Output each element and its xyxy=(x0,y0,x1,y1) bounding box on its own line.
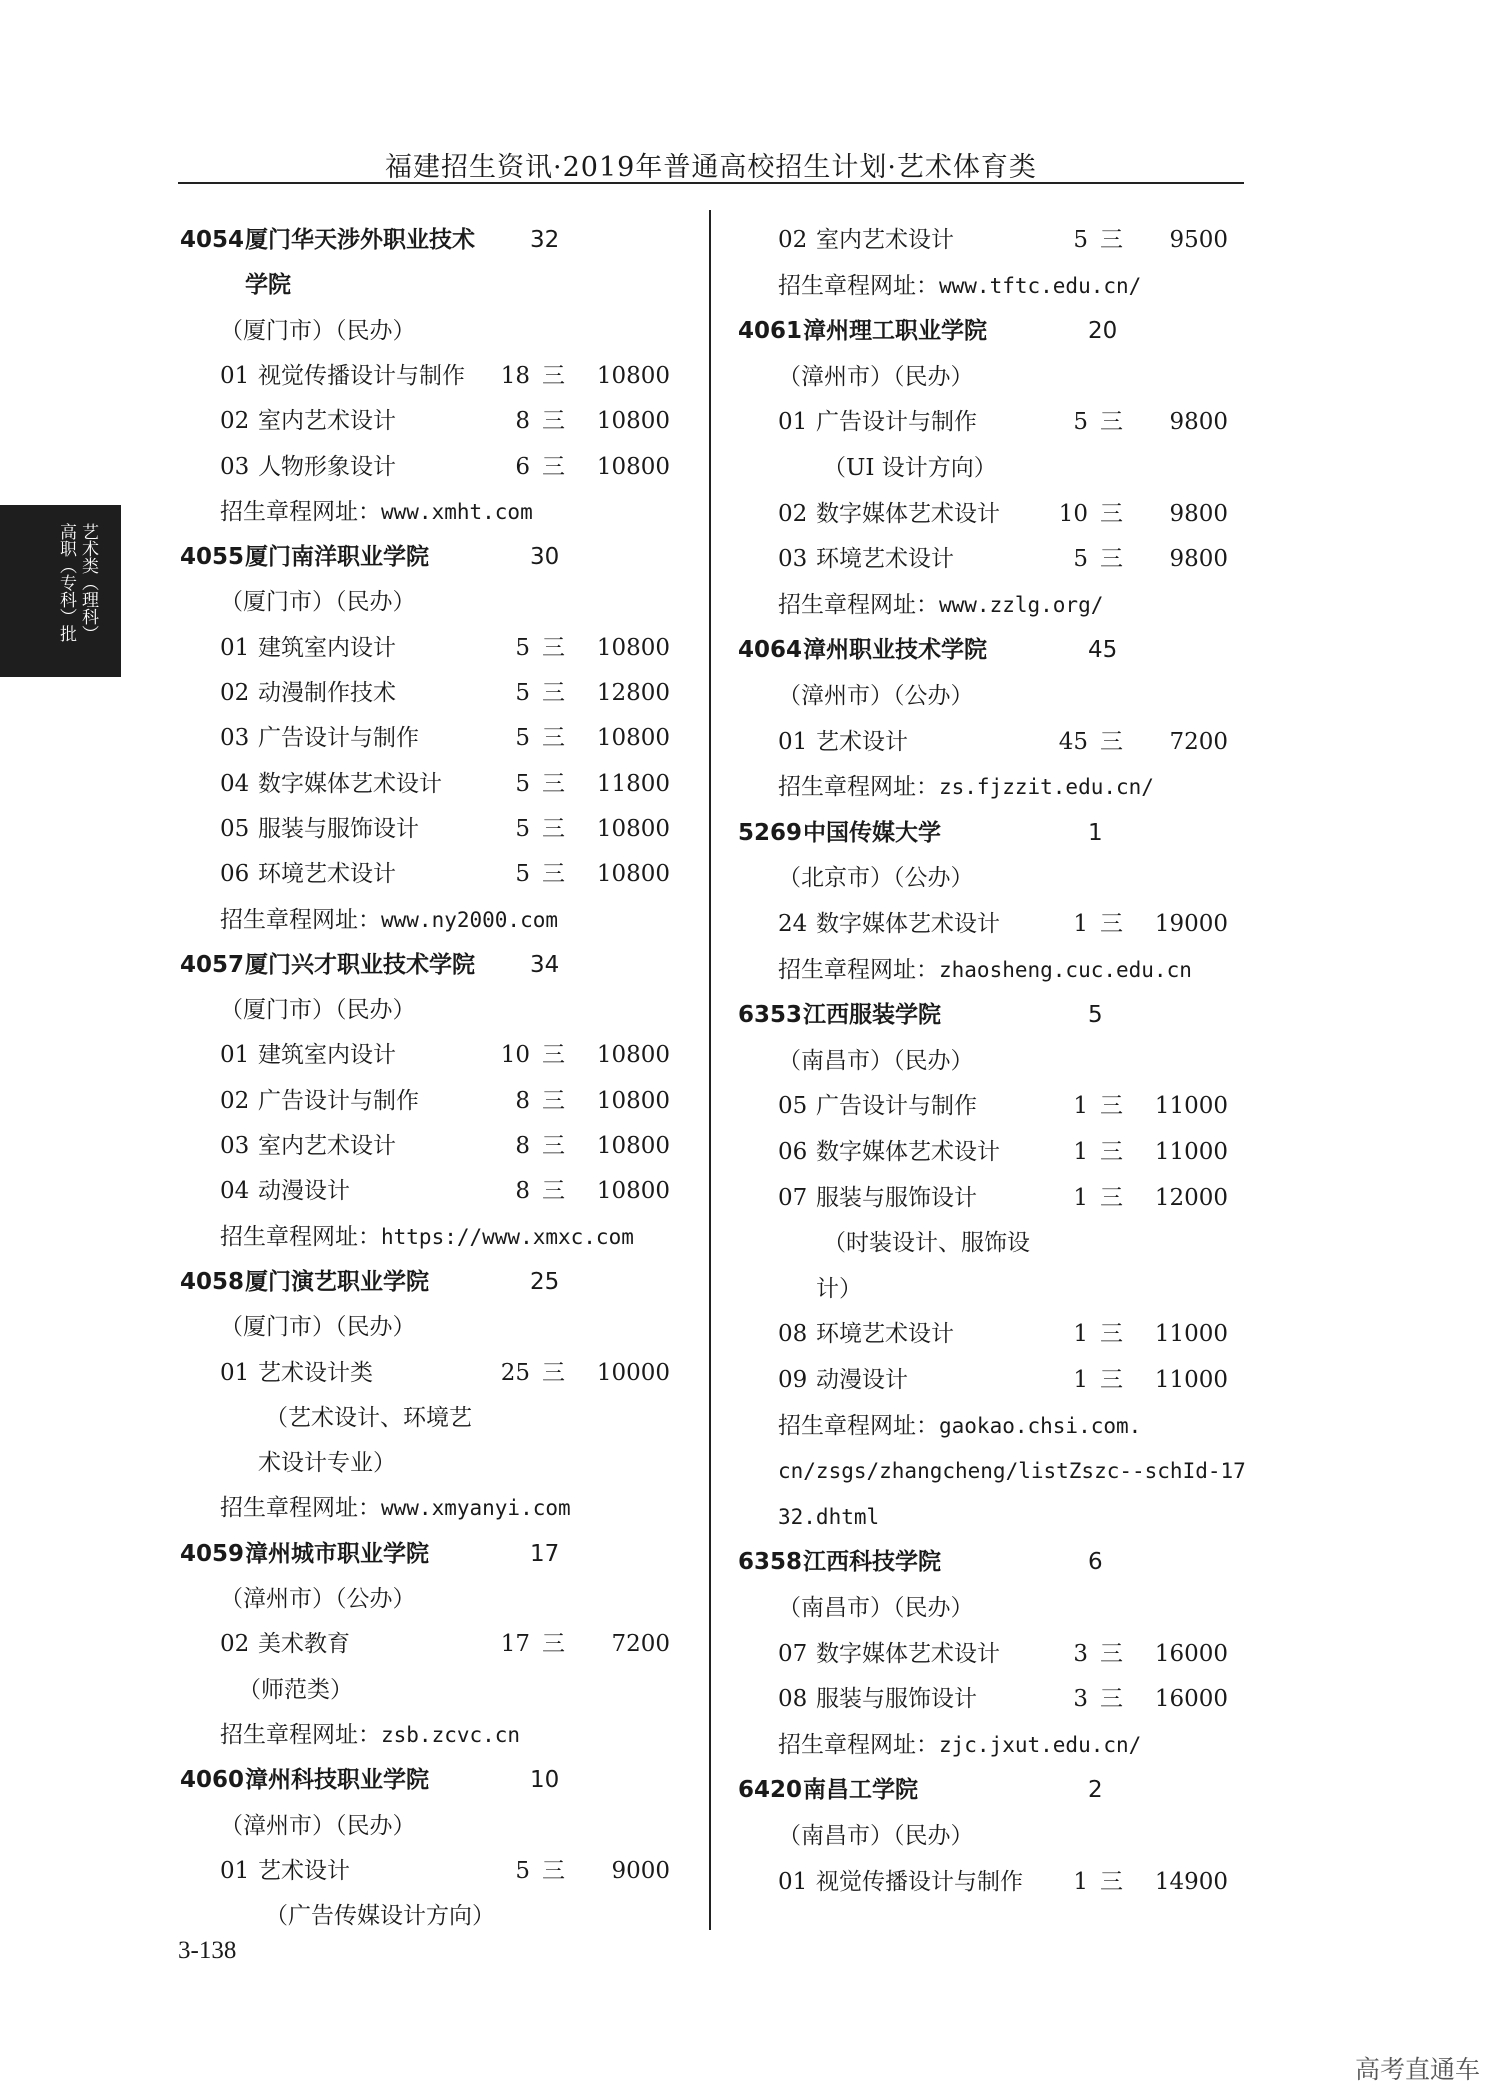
institution-code: 4058 xyxy=(180,1268,245,1295)
program-quota: 3 xyxy=(1073,1686,1088,1713)
institution-row xyxy=(180,537,670,577)
program-row xyxy=(738,1132,1228,1172)
program-code: 04 xyxy=(220,1178,250,1205)
admission-url: www.xmyanyi.com xyxy=(381,1496,571,1521)
institution-quota: 6 xyxy=(1088,1549,1103,1576)
program-fee: 10800 xyxy=(596,1133,670,1159)
institution-name: 漳州科技职业学院 xyxy=(245,1767,429,1794)
program-fee: 10800 xyxy=(596,453,670,480)
program-fee: 16000 xyxy=(1154,1686,1228,1713)
program-row xyxy=(180,1353,670,1393)
program-row xyxy=(180,1851,670,1891)
institution-location: （厦门市）（民办） xyxy=(220,589,416,616)
program-code: 03 xyxy=(778,546,808,573)
program-fee: 10800 xyxy=(596,408,670,435)
institution-row xyxy=(738,1770,1228,1810)
admission-url: zjc.jxut.edu.cn/ xyxy=(939,1732,1142,1757)
institution-quota: 2 xyxy=(1088,1777,1103,1804)
program-name: 艺术设计类 xyxy=(258,1359,373,1386)
institution-name-cont xyxy=(180,265,670,305)
institution-name: 漳州城市职业学院 xyxy=(245,1540,429,1567)
program-duration: 三 xyxy=(1100,1184,1123,1211)
program-quota: 5 xyxy=(515,634,530,661)
program-code: 02 xyxy=(778,227,808,253)
program-code: 01 xyxy=(220,634,250,661)
program-code: 06 xyxy=(778,1139,808,1165)
program-fee: 10800 xyxy=(596,815,670,842)
admission-url: https://www.xmxc.com xyxy=(381,1224,634,1249)
program-quota: 5 xyxy=(1073,409,1088,436)
institution-row xyxy=(738,813,1228,853)
program-duration: 三 xyxy=(1100,1093,1123,1120)
program-duration: 三 xyxy=(1100,1139,1123,1165)
program-row xyxy=(180,764,670,804)
institution-code: 4054 xyxy=(180,227,245,253)
admission-url-row xyxy=(220,900,710,940)
program-fee: 10000 xyxy=(596,1359,670,1386)
institution-row xyxy=(180,1262,670,1302)
program-quota: 17 xyxy=(500,1631,530,1658)
section-side-tab xyxy=(0,505,121,677)
admission-url-label: 招生章程网址： xyxy=(778,1412,939,1439)
program-fee: 11000 xyxy=(1154,1367,1228,1393)
program-duration: 三 xyxy=(542,1631,565,1658)
program-code: 06 xyxy=(220,861,250,888)
program-row xyxy=(180,718,670,758)
institution-name: 江西科技学院 xyxy=(803,1549,941,1576)
program-quota: 5 xyxy=(1073,546,1088,573)
institution-location: （漳州市）（民办） xyxy=(778,363,974,390)
program-name: 视觉传播设计与制作 xyxy=(816,1868,1023,1895)
program-row xyxy=(738,1679,1228,1719)
admission-url-row xyxy=(220,1217,710,1257)
institution-code: 4059 xyxy=(180,1540,245,1567)
institution-code: 4057 xyxy=(180,951,245,978)
program-code: 05 xyxy=(778,1093,808,1120)
institution-name: 江西服装学院 xyxy=(803,1002,941,1029)
admission-url-row xyxy=(778,585,1268,625)
program-code: 02 xyxy=(220,680,250,706)
institution-location: （北京市）（公办） xyxy=(778,865,974,892)
program-note-continued: 计） xyxy=(816,1275,862,1302)
program-row xyxy=(180,673,670,713)
institution-quota: 10 xyxy=(530,1767,560,1794)
program-quota: 8 xyxy=(515,408,530,435)
program-duration: 三 xyxy=(542,770,565,797)
program-duration: 三 xyxy=(1100,546,1123,573)
institution-code: 6353 xyxy=(738,1002,803,1029)
institution-row xyxy=(180,1760,670,1800)
program-code: 08 xyxy=(778,1686,808,1713)
program-code: 01 xyxy=(778,728,808,755)
institution-location: （南昌市）（民办） xyxy=(778,1047,974,1074)
admission-url: www.xmht.com xyxy=(381,499,533,524)
program-duration: 三 xyxy=(542,1087,565,1114)
program-code: 09 xyxy=(778,1367,808,1393)
program-duration: 三 xyxy=(542,1359,565,1386)
institution-location: （厦门市）（民办） xyxy=(220,997,416,1024)
program-name: 室内艺术设计 xyxy=(258,408,396,435)
admission-url-row xyxy=(220,1715,710,1755)
program-name: 艺术设计 xyxy=(258,1857,350,1884)
institution-code: 6358 xyxy=(738,1549,803,1576)
program-row xyxy=(738,1360,1228,1400)
admission-url-label: 招生章程网址： xyxy=(778,774,939,801)
program-duration: 三 xyxy=(1100,1367,1123,1393)
program-row xyxy=(738,722,1228,762)
institution-location: （南昌市）（民办） xyxy=(778,1595,974,1621)
program-row xyxy=(180,1171,670,1211)
admission-url-label: 招生章程网址： xyxy=(220,1721,381,1748)
program-code: 08 xyxy=(778,1321,808,1348)
institution-name: 中国传媒大学 xyxy=(803,819,941,846)
institution-location: （南昌市）（民办） xyxy=(778,1823,974,1849)
program-fee: 9800 xyxy=(1169,500,1228,527)
program-row xyxy=(180,1126,670,1166)
program-quota: 1 xyxy=(1073,1367,1088,1393)
admission-url-label: 招生章程网址： xyxy=(220,498,381,525)
admission-url-row xyxy=(220,492,710,532)
program-row xyxy=(738,1178,1228,1218)
program-code: 05 xyxy=(220,815,250,842)
program-duration: 三 xyxy=(1100,1640,1123,1667)
institution-row xyxy=(738,630,1228,670)
program-name: 动漫制作技术 xyxy=(258,680,396,706)
program-name: 环境艺术设计 xyxy=(258,861,396,888)
program-name: 室内艺术设计 xyxy=(816,227,954,253)
institution-location: （厦门市）（民办） xyxy=(220,1314,416,1341)
institution-code: 4055 xyxy=(180,544,245,571)
admission-url-label: 招生章程网址： xyxy=(778,1731,939,1758)
program-fee: 11000 xyxy=(1154,1321,1228,1348)
admission-url: www.ny2000.com xyxy=(381,907,559,932)
program-row xyxy=(180,356,670,396)
program-note: （广告传媒设计方向） xyxy=(265,1903,495,1930)
program-duration: 三 xyxy=(1100,1686,1123,1713)
admission-url-label: 招生章程网址： xyxy=(220,1223,381,1250)
institution-code: 4064 xyxy=(738,637,803,664)
program-name: 美术教育 xyxy=(258,1631,350,1658)
program-code: 03 xyxy=(220,1133,250,1159)
program-name: 数字媒体艺术设计 xyxy=(258,770,442,797)
admission-url: www.tftc.edu.cn/ xyxy=(939,273,1142,298)
institution-location: （漳州市）（民办） xyxy=(220,1812,416,1839)
program-quota: 8 xyxy=(515,1133,530,1159)
program-row xyxy=(738,539,1228,579)
program-duration: 三 xyxy=(542,725,565,752)
program-duration: 三 xyxy=(1100,409,1123,436)
program-name: 广告设计与制作 xyxy=(258,1087,419,1114)
page-header: 福建招生资讯·2019年普通高校招生计划·艺术体育类 xyxy=(385,152,1037,183)
institution-quota: 45 xyxy=(1088,637,1118,664)
program-code: 01 xyxy=(778,409,808,436)
program-row xyxy=(180,809,670,849)
program-row xyxy=(180,447,670,487)
program-row xyxy=(180,1081,670,1121)
program-quota: 5 xyxy=(515,770,530,797)
admission-url-cont: 32.dhtml xyxy=(778,1504,880,1529)
program-code: 03 xyxy=(220,725,250,752)
institution-row xyxy=(738,995,1228,1035)
program-name: 服装与服饰设计 xyxy=(258,815,419,842)
admission-url-label: 招生章程网址： xyxy=(220,906,381,933)
program-quota: 45 xyxy=(1058,728,1088,755)
program-fee: 12800 xyxy=(596,680,670,706)
program-quota: 3 xyxy=(1073,1640,1088,1667)
program-note: （时装设计、服饰设 xyxy=(823,1230,1030,1257)
program-code: 02 xyxy=(220,1631,250,1658)
program-name: 广告设计与制作 xyxy=(816,409,977,436)
admission-url-label: 招生章程网址： xyxy=(778,956,939,983)
institution-quota: 17 xyxy=(530,1540,560,1567)
program-name: 视觉传播设计与制作 xyxy=(258,362,465,389)
program-row xyxy=(738,1634,1228,1674)
program-name: 数字媒体艺术设计 xyxy=(816,911,1000,937)
program-code: 07 xyxy=(778,1184,808,1211)
program-fee: 10800 xyxy=(596,1087,670,1114)
program-row xyxy=(180,1624,670,1664)
admission-url-row xyxy=(778,1725,1268,1765)
program-fee: 14900 xyxy=(1154,1868,1228,1895)
institution-quota: 25 xyxy=(530,1268,560,1295)
institution-row xyxy=(180,945,670,985)
program-duration: 三 xyxy=(1100,728,1123,755)
program-name: 室内艺术设计 xyxy=(258,1133,396,1159)
program-name: 建筑室内设计 xyxy=(258,1042,396,1069)
program-quota: 6 xyxy=(515,453,530,480)
program-name: 广告设计与制作 xyxy=(816,1093,977,1120)
program-note-continued: 术设计专业） xyxy=(258,1450,396,1477)
program-quota: 18 xyxy=(500,362,530,389)
program-row xyxy=(738,1314,1228,1354)
side-tab-line-1: 艺术类（理科） xyxy=(78,523,98,642)
institution-code: 6420 xyxy=(738,1777,803,1804)
program-row xyxy=(738,402,1228,442)
program-name: 数字媒体艺术设计 xyxy=(816,1640,1000,1667)
program-fee: 16000 xyxy=(1154,1640,1228,1667)
program-quota: 1 xyxy=(1073,1321,1088,1348)
program-fee: 10800 xyxy=(596,861,670,888)
institution-row xyxy=(738,311,1228,351)
program-duration: 三 xyxy=(542,815,565,842)
admission-url-row xyxy=(220,1488,710,1528)
program-row xyxy=(738,904,1228,944)
program-name: 动漫设计 xyxy=(258,1178,350,1205)
institution-row xyxy=(180,1534,670,1574)
institution-name: 漳州理工职业学院 xyxy=(803,318,987,345)
program-fee: 9000 xyxy=(611,1857,670,1884)
program-code: 01 xyxy=(220,1042,250,1069)
program-quota: 5 xyxy=(1073,227,1088,253)
program-name: 数字媒体艺术设计 xyxy=(816,500,1000,527)
program-row xyxy=(738,220,1228,260)
program-duration: 三 xyxy=(542,453,565,480)
program-duration: 三 xyxy=(1100,1868,1123,1895)
institution-quota: 1 xyxy=(1088,819,1103,846)
program-duration: 三 xyxy=(542,634,565,661)
watermark: 高考直通车 xyxy=(1354,2055,1480,2084)
program-name: 建筑室内设计 xyxy=(258,634,396,661)
program-quota: 10 xyxy=(500,1042,530,1069)
program-quota: 5 xyxy=(515,680,530,706)
program-duration: 三 xyxy=(1100,500,1123,527)
program-duration: 三 xyxy=(542,1178,565,1205)
admission-url-label: 招生章程网址： xyxy=(220,1495,381,1522)
program-code: 02 xyxy=(778,500,808,527)
program-code: 01 xyxy=(220,1359,250,1386)
program-note: （UI 设计方向） xyxy=(823,455,997,481)
program-name: 环境艺术设计 xyxy=(816,546,954,573)
program-name: 环境艺术设计 xyxy=(816,1321,954,1348)
institution-quota: 30 xyxy=(530,544,560,571)
program-duration: 三 xyxy=(542,1133,565,1159)
program-fee: 7200 xyxy=(611,1631,670,1658)
program-code: 01 xyxy=(220,362,250,389)
institution-code: 4061 xyxy=(738,318,803,345)
program-row xyxy=(180,1035,670,1075)
program-quota: 1 xyxy=(1073,911,1088,937)
program-duration: 三 xyxy=(542,1042,565,1069)
admission-url: www.zzlg.org/ xyxy=(939,592,1104,617)
program-fee: 9500 xyxy=(1169,227,1228,253)
program-note: （艺术设计、环境艺 xyxy=(265,1404,472,1431)
admission-url-row xyxy=(778,266,1268,306)
program-quota: 8 xyxy=(515,1178,530,1205)
institution-quota: 5 xyxy=(1088,1002,1103,1029)
program-fee: 19000 xyxy=(1154,911,1228,937)
institution-row xyxy=(738,1542,1228,1582)
admission-url-label: 招生章程网址： xyxy=(778,272,939,299)
program-name: 人物形象设计 xyxy=(258,453,396,480)
admission-url-row xyxy=(778,950,1268,990)
program-fee: 7200 xyxy=(1169,728,1228,755)
program-row xyxy=(738,1086,1228,1126)
program-code: 07 xyxy=(778,1640,808,1667)
program-fee: 9800 xyxy=(1169,409,1228,436)
institution-location: （漳州市）（公办） xyxy=(220,1586,416,1612)
admission-url: zs.fjzzit.edu.cn/ xyxy=(939,775,1154,800)
program-duration: 三 xyxy=(1100,1321,1123,1348)
program-row xyxy=(738,494,1228,534)
program-duration: 三 xyxy=(542,1857,565,1884)
admission-url-cont: cn/zsgs/zhangcheng/listZszc--schId-17 xyxy=(778,1459,1246,1484)
institution-code: 5269 xyxy=(738,819,803,846)
program-fee: 10800 xyxy=(596,1178,670,1205)
program-quota: 1 xyxy=(1073,1139,1088,1165)
program-row xyxy=(738,1862,1228,1902)
program-category: （师范类） xyxy=(238,1676,353,1703)
admission-url-row xyxy=(778,1406,1268,1446)
institution-name: 厦门兴才职业技术学院 xyxy=(245,951,475,978)
program-fee: 10800 xyxy=(596,634,670,661)
institution-name-continued: 学院 xyxy=(245,272,291,299)
program-code: 04 xyxy=(220,770,250,797)
program-quota: 5 xyxy=(515,815,530,842)
program-name: 数字媒体艺术设计 xyxy=(816,1139,1000,1165)
program-name: 服装与服饰设计 xyxy=(816,1184,977,1211)
side-tab-line-2: 高职（专科）批 xyxy=(56,523,76,642)
program-quota: 10 xyxy=(1058,500,1088,527)
institution-quota: 32 xyxy=(530,227,560,253)
program-row xyxy=(180,401,670,441)
program-duration: 三 xyxy=(1100,227,1123,253)
program-code: 03 xyxy=(220,453,250,480)
program-quota: 1 xyxy=(1073,1093,1088,1120)
program-duration: 三 xyxy=(542,362,565,389)
program-code: 24 xyxy=(778,911,808,937)
program-fee: 9800 xyxy=(1169,546,1228,573)
program-quota: 1 xyxy=(1073,1184,1088,1211)
admission-url-label: 招生章程网址： xyxy=(778,591,939,618)
program-fee: 11800 xyxy=(596,770,670,797)
institution-location: （厦门市）（民办） xyxy=(220,317,416,344)
program-quota: 1 xyxy=(1073,1868,1088,1895)
program-name: 艺术设计 xyxy=(816,728,908,755)
program-duration: 三 xyxy=(542,408,565,435)
program-quota: 25 xyxy=(500,1359,530,1386)
header-rule xyxy=(178,182,1244,184)
admission-url: zhaosheng.cuc.edu.cn xyxy=(939,957,1192,982)
institution-name: 厦门华天涉外职业技术 xyxy=(245,227,475,253)
program-duration: 三 xyxy=(1100,911,1123,937)
institution-location: （漳州市）（公办） xyxy=(778,683,974,709)
institution-row xyxy=(180,220,670,260)
program-code: 01 xyxy=(778,1868,808,1895)
institution-name: 厦门南洋职业学院 xyxy=(245,544,429,571)
page-number: 3-138 xyxy=(178,1937,237,1964)
program-row xyxy=(180,854,670,894)
program-fee: 10800 xyxy=(596,725,670,752)
admission-url: gaokao.chsi.com. xyxy=(939,1413,1142,1438)
program-code: 02 xyxy=(220,1087,250,1114)
program-name: 动漫设计 xyxy=(816,1367,908,1393)
institution-quota: 34 xyxy=(530,951,560,978)
institution-code: 4060 xyxy=(180,1767,245,1794)
program-name: 服装与服饰设计 xyxy=(816,1686,977,1713)
institution-name: 厦门演艺职业学院 xyxy=(245,1268,429,1295)
program-fee: 11000 xyxy=(1154,1139,1228,1165)
program-duration: 三 xyxy=(542,680,565,706)
institution-name: 漳州职业技术学院 xyxy=(803,637,987,664)
program-code: 01 xyxy=(220,1857,250,1884)
program-fee: 12000 xyxy=(1154,1184,1228,1211)
institution-name: 南昌工学院 xyxy=(803,1777,918,1804)
program-quota: 5 xyxy=(515,725,530,752)
program-code: 02 xyxy=(220,408,250,435)
program-row xyxy=(180,628,670,668)
program-fee: 10800 xyxy=(596,1042,670,1069)
institution-quota: 20 xyxy=(1088,318,1118,345)
program-fee: 11000 xyxy=(1154,1093,1228,1120)
program-duration: 三 xyxy=(542,861,565,888)
program-quota: 5 xyxy=(515,1857,530,1884)
program-quota: 5 xyxy=(515,861,530,888)
program-fee: 10800 xyxy=(596,362,670,389)
program-name: 广告设计与制作 xyxy=(258,725,419,752)
program-quota: 8 xyxy=(515,1087,530,1114)
admission-url: zsb.zcvc.cn xyxy=(381,1722,521,1747)
admission-url-row xyxy=(778,767,1268,807)
